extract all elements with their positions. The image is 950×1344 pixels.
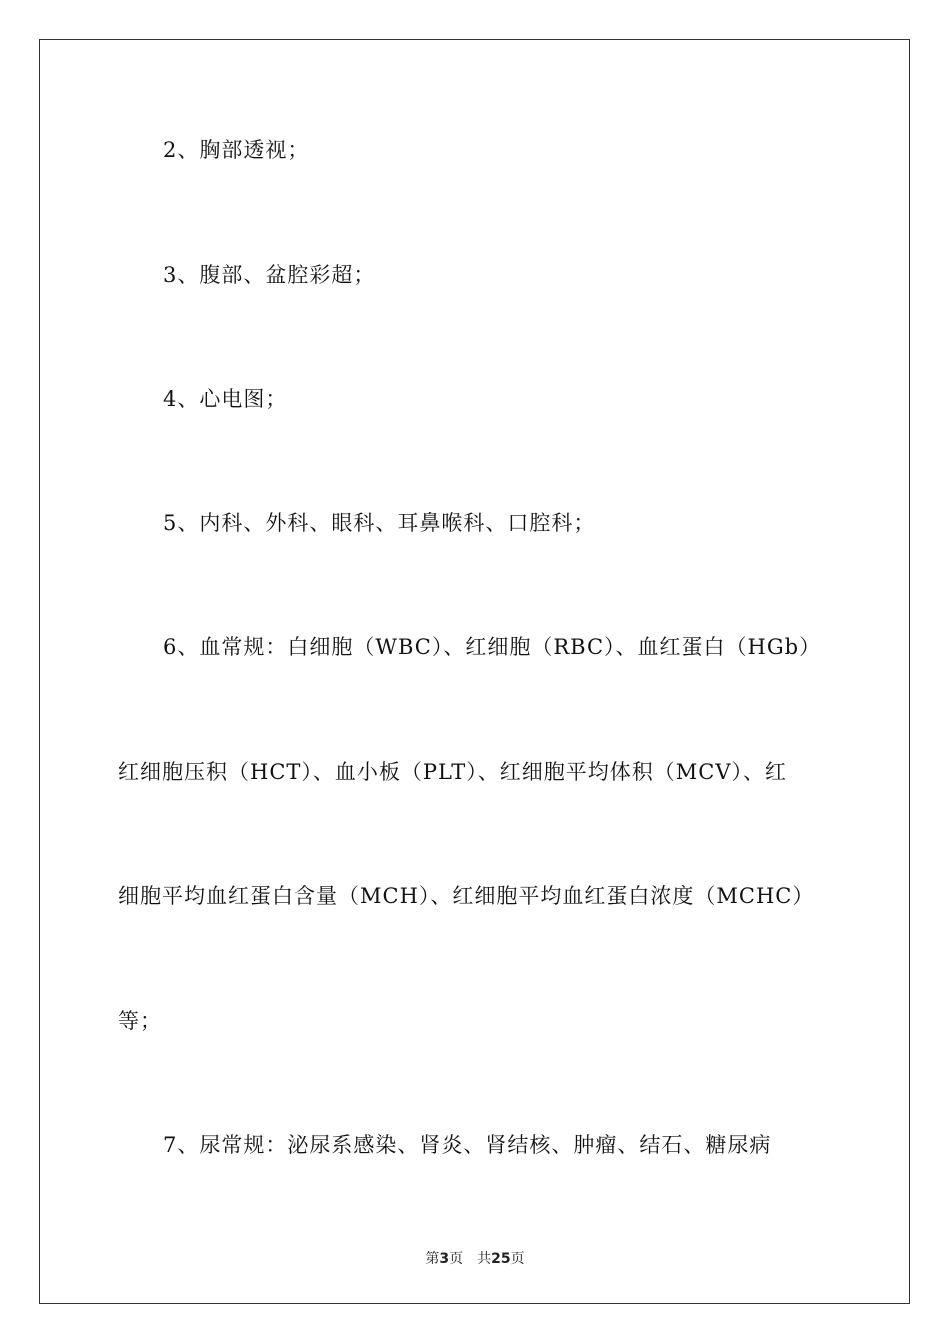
footer-page-number: 3 [439, 1251, 450, 1267]
list-item-ultrasound: 3、腹部、盆腔彩超； [163, 263, 376, 287]
paragraph-line: 红细胞压积（HCT）、血小板（PLT）、红细胞平均体积（MCV）、红 [118, 760, 787, 784]
page-border [39, 39, 910, 1304]
page-footer [0, 1248, 950, 1268]
paragraph-line: 等； [118, 1009, 162, 1033]
footer-page-prefix: 第 [425, 1251, 440, 1267]
footer-total-pages: 25 [491, 1251, 511, 1267]
footer-total-prefix: 共 [477, 1251, 492, 1267]
list-item-ecg: 4、心电图； [163, 387, 288, 411]
paragraph-line: 细胞平均血红蛋白含量（MCH）、红细胞平均血红蛋白浓度（MCHC） [118, 884, 815, 908]
list-item-urine-routine: 7、尿常规：泌尿系感染、肾炎、肾结核、肿瘤、结石、糖尿病 [163, 1133, 772, 1157]
list-item-blood-routine: 6、血常规：白细胞（WBC）、红细胞（RBC）、血红蛋白（HGb） [163, 635, 822, 659]
list-item-departments: 5、内科、外科、眼科、耳鼻喉科、口腔科； [163, 511, 596, 535]
footer-page-suffix: 页 [449, 1251, 464, 1267]
footer-total-suffix: 页 [510, 1251, 525, 1267]
list-item-chest-xray: 2、胸部透视； [163, 138, 310, 162]
